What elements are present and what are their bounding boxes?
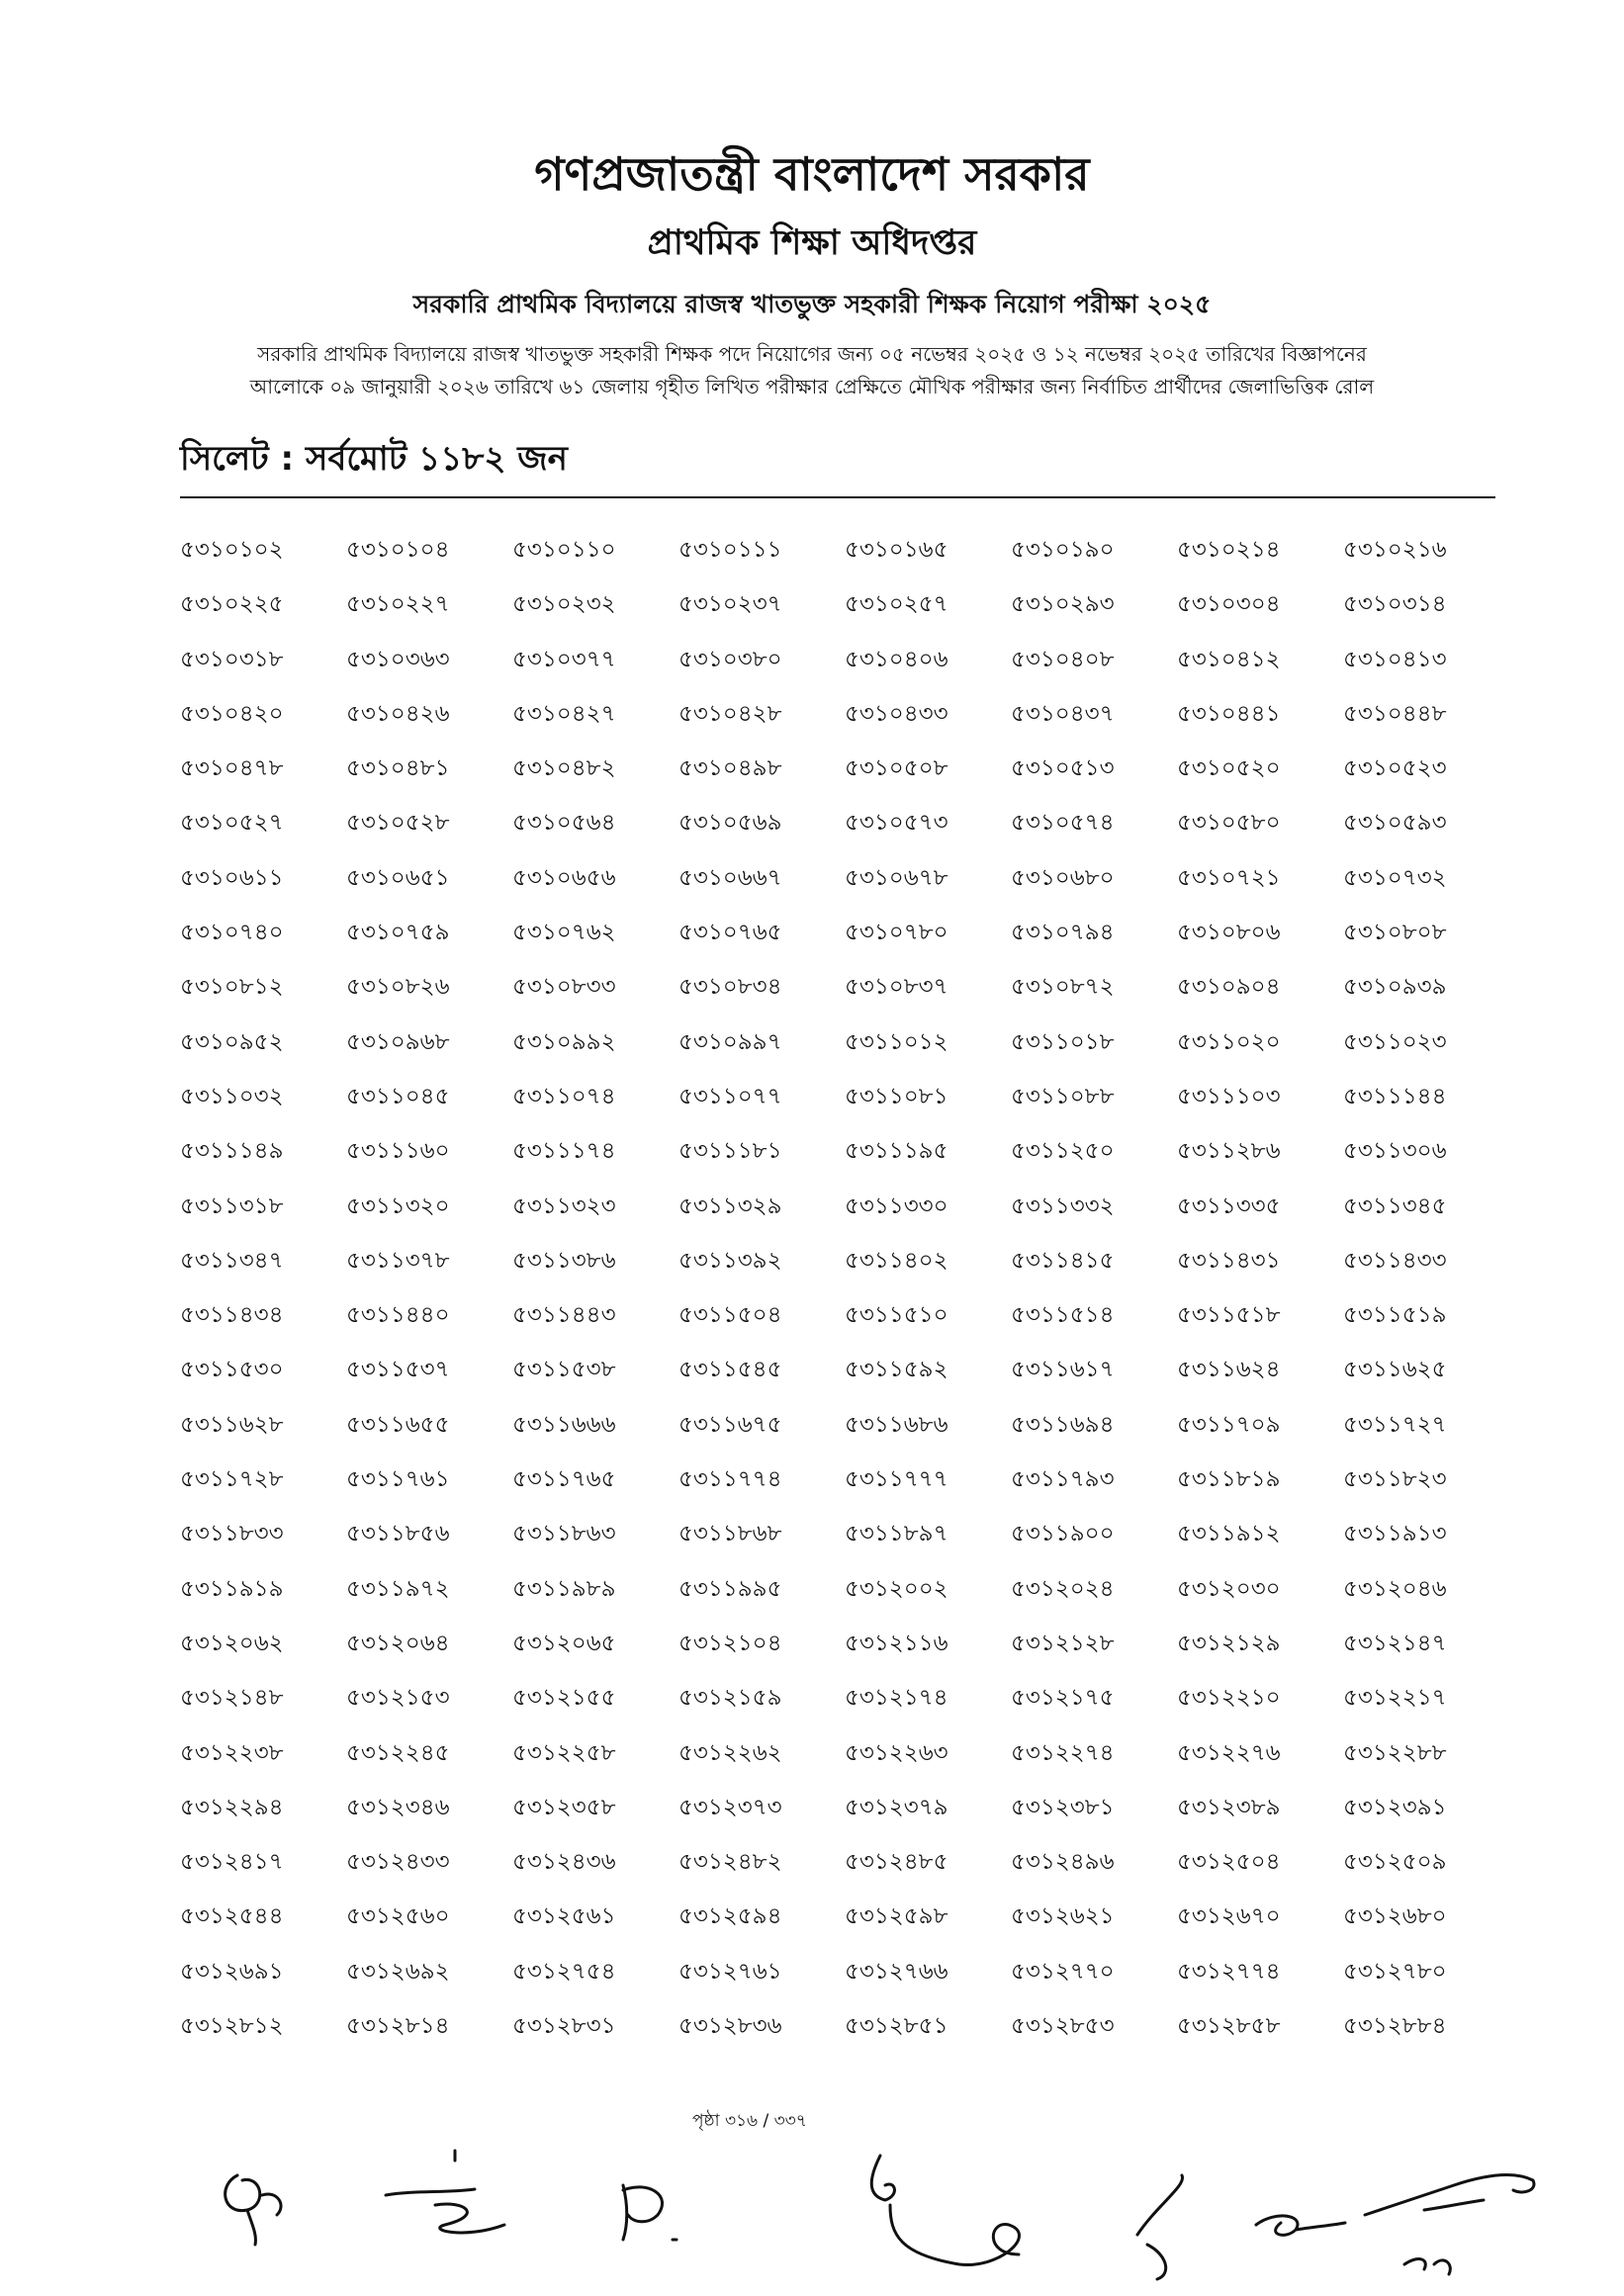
roll-number: ৫৩১২৬২১ — [1011, 1903, 1115, 1930]
roll-number: ৫৩১০৪৭৮ — [180, 755, 284, 782]
roll-number: ৫৩১০১১১ — [678, 537, 782, 563]
roll-number: ৫৩১২১১৬ — [845, 1630, 948, 1656]
roll-number: ৫৩১০৮০৬ — [1177, 920, 1281, 946]
roll-number: ৫৩১০৬১১ — [180, 864, 284, 891]
roll-number: ৫৩১০৫১৩ — [1011, 755, 1115, 782]
roll-number: ৫৩১০২১৪ — [1177, 537, 1281, 563]
roll-number: ৫৩১০৫৭৪ — [1011, 810, 1115, 837]
roll-number: ৫৩১০৪৮১ — [346, 755, 450, 782]
signature-3 — [623, 2185, 677, 2240]
signature-2 — [386, 2151, 504, 2233]
roll-number: ৫৩১২৩৪৬ — [346, 1794, 450, 1820]
roll-number: ৫৩১১০৪৫ — [346, 1083, 450, 1109]
roll-number: ৫৩১১৫১৯ — [1343, 1302, 1447, 1329]
roll-number: ৫৩১০৮১২ — [180, 974, 284, 1001]
roll-number: ৫৩১০২৩৭ — [678, 591, 782, 618]
roll-number: ৫৩১২০৪৬ — [1343, 1575, 1447, 1602]
roll-number: ৫৩১০৫৯৩ — [1343, 810, 1447, 837]
roll-number: ৫৩১১৬২৮ — [180, 1411, 284, 1438]
roll-number: ৫৩১০৩০৪ — [1177, 591, 1281, 618]
roll-number: ৫৩১১৭৭৭ — [845, 1466, 948, 1493]
roll-number: ৫৩১০৯৬৮ — [346, 1028, 450, 1055]
roll-number: ৫৩১০৪৩৩ — [845, 700, 948, 727]
roll-number: ৫৩১০৩৭৭ — [512, 646, 616, 672]
roll-number: ৫৩১২৪৮৫ — [845, 1849, 948, 1876]
roll-number: ৫৩১২১৫৯ — [678, 1685, 782, 1712]
roll-number: ৫৩১২৩৫৮ — [512, 1794, 616, 1820]
roll-number: ৫৩১১৩৩০ — [845, 1192, 948, 1219]
roll-number: ৫৩১২৭৬৬ — [845, 1958, 948, 1985]
roll-number: ৫৩১০৫৮০ — [1177, 810, 1281, 837]
roll-number: ৫৩১১৯১২ — [1177, 1521, 1281, 1547]
roll-number: ৫৩১০৪৪১ — [1177, 700, 1281, 727]
roll-number: ৫৩১০২২৭ — [346, 591, 450, 618]
roll-number: ৫৩১২১৫৩ — [346, 1685, 450, 1712]
roll-number: ৫৩১০৩৬৩ — [346, 646, 450, 672]
roll-number: ৫৩১০৭৯৪ — [1011, 920, 1115, 946]
roll-number: ৫৩১১১৬০ — [346, 1138, 450, 1165]
roll-number: ৫৩১১৭৬৫ — [512, 1466, 616, 1493]
signature-5 — [1137, 2175, 1183, 2279]
roll-number: ৫৩১১৩৮৬ — [512, 1247, 616, 1274]
roll-number: ৫৩১১৫৩৭ — [346, 1357, 450, 1383]
roll-number: ৫৩১২২১৭ — [1343, 1685, 1447, 1712]
roll-number: ৫৩১২২৬২ — [678, 1739, 782, 1766]
roll-number: ৫৩১১৮৯৭ — [845, 1521, 948, 1547]
roll-number: ৫৩১১৩৯২ — [678, 1247, 782, 1274]
roll-number: ৫৩১১৭২৭ — [1343, 1411, 1447, 1438]
signature-7 — [1365, 2175, 1534, 2274]
roll-number: ৫৩১১৩৩২ — [1011, 1192, 1115, 1219]
roll-number: ৫৩১০৫২৮ — [346, 810, 450, 837]
roll-number: ৫৩১১১৭৪ — [512, 1138, 616, 1165]
roll-number: ৫৩১২৪৩৩ — [346, 1849, 450, 1876]
roll-number: ৫৩১২৮৫১ — [845, 2013, 948, 2040]
roll-number: ৫৩১২২৫৮ — [512, 1739, 616, 1766]
roll-number: ৫৩১১১৪৪ — [1343, 1083, 1447, 1109]
roll-number: ৫৩১২১৫৫ — [512, 1685, 616, 1712]
signature-6 — [1256, 2216, 1345, 2235]
roll-number: ৫৩১২৪১৭ — [180, 1849, 284, 1876]
roll-number: ৫৩১২৪৮২ — [678, 1849, 782, 1876]
roll-number: ৫৩১১০৮৮ — [1011, 1083, 1115, 1109]
roll-number: ৫৩১১৩৪৫ — [1343, 1192, 1447, 1219]
roll-number: ৫৩১০৩৮০ — [678, 646, 782, 672]
roll-number: ৫৩১০৬৫৬ — [512, 864, 616, 891]
roll-number: ৫৩১০৯৯৭ — [678, 1028, 782, 1055]
roll-number: ৫৩১১০৭৭ — [678, 1083, 782, 1109]
roll-number: ৫৩১১৬৫৫ — [346, 1411, 450, 1438]
roll-number: ৫৩১২০৬৫ — [512, 1630, 616, 1656]
roll-number: ৫৩১২৫৬০ — [346, 1903, 450, 1930]
roll-number: ৫৩১২২৭৬ — [1177, 1739, 1281, 1766]
roll-number: ৫৩১০৯৫২ — [180, 1028, 284, 1055]
roll-number: ৫৩১২২৩৮ — [180, 1739, 284, 1766]
roll-number: ৫৩১০৭২১ — [1177, 864, 1281, 891]
roll-number: ৫৩১২৭৬১ — [678, 1958, 782, 1985]
roll-number: ৫৩১২৫৬১ — [512, 1903, 616, 1930]
notice-line-1: সরকারি প্রাথমিক বিদ্যালয়ে রাজস্ব খাতভুক্ত সহকারী শিক্ষক পদে নিয়োগের জন্য ০৫ নভেম্বর ২০২৫ ও ১২ নভেম্বর ২০২৫ তারিখের বিজ্ঞাপনের — [257, 342, 1367, 366]
roll-number: ৫৩১০৭৬৫ — [678, 920, 782, 946]
roll-number: ৫৩১১০৭৪ — [512, 1083, 616, 1109]
roll-number: ৫৩১০৮৭২ — [1011, 974, 1115, 1001]
roll-number: ৫৩১১৩৩৫ — [1177, 1192, 1281, 1219]
roll-number: ৫৩১০৮২৬ — [346, 974, 450, 1001]
roll-number: ৫৩১০৩১৪ — [1343, 591, 1447, 618]
roll-number: ৫৩১১৪০২ — [845, 1247, 948, 1274]
roll-number: ৫৩১০২১৬ — [1343, 537, 1447, 563]
roll-number: ৫৩১২৪৩৬ — [512, 1849, 616, 1876]
roll-number: ৫৩১২৭৭০ — [1011, 1958, 1115, 1985]
roll-number: ৫৩১১৫৯২ — [845, 1357, 948, 1383]
roll-number: ৫৩১০৮৩৩ — [512, 974, 616, 1001]
roll-number: ৫৩১০৬৬৭ — [678, 864, 782, 891]
roll-number: ৫৩১২১০৪ — [678, 1630, 782, 1656]
roll-number: ৫৩১০৪২৮ — [678, 700, 782, 727]
roll-number: ৫৩১২৪৯৬ — [1011, 1849, 1115, 1876]
roll-number: ৫৩১২২৮৮ — [1343, 1739, 1447, 1766]
roll-number: ৫৩১০৪০৬ — [845, 646, 948, 672]
roll-number: ৫৩১১০২৩ — [1343, 1028, 1447, 1055]
roll-number: ৫৩১১৩৪৭ — [180, 1247, 284, 1274]
roll-number: ৫৩১১০২০ — [1177, 1028, 1281, 1055]
roll-number: ৫৩১১৫১৮ — [1177, 1302, 1281, 1329]
roll-number: ৫৩১১০১৮ — [1011, 1028, 1115, 1055]
roll-number: ৫৩১২৩৭৩ — [678, 1794, 782, 1820]
roll-number: ৫৩১১০৩২ — [180, 1083, 284, 1109]
roll-number: ৫৩১০৬৮০ — [1011, 864, 1115, 891]
roll-number: ৫৩১০৪২০ — [180, 700, 284, 727]
roll-number: ৫৩১০৫২০ — [1177, 755, 1281, 782]
roll-number: ৫৩১১৮৬৮ — [678, 1521, 782, 1547]
roll-number: ৫৩১২৭৫৪ — [512, 1958, 616, 1985]
roll-number: ৫৩১২৫৯৪ — [678, 1903, 782, 1930]
roll-number: ৫৩১২৭৮০ — [1343, 1958, 1447, 1985]
roll-number: ৫৩১২৫০৯ — [1343, 1849, 1447, 1876]
roll-number: ৫৩১২২৪৫ — [346, 1739, 450, 1766]
roll-number: ৫৩১০১৯০ — [1011, 537, 1115, 563]
roll-number: ৫৩১১৯৭২ — [346, 1575, 450, 1602]
roll-number: ৫৩১১৭৯৩ — [1011, 1466, 1115, 1493]
roll-number: ৫৩১১৫৪৫ — [678, 1357, 782, 1383]
notice-text — [148, 338, 1476, 403]
roll-number: ৫৩১১৮২৩ — [1343, 1466, 1447, 1493]
roll-number: ৫৩১০৫২৩ — [1343, 755, 1447, 782]
roll-number: ৫৩১০৪৩৭ — [1011, 700, 1115, 727]
heading-divider — [180, 496, 1495, 498]
roll-number: ৫৩১২৬৮০ — [1343, 1903, 1447, 1930]
roll-number: ৫৩১১৪১৫ — [1011, 1247, 1115, 1274]
roll-number: ৫৩১০৩১৮ — [180, 646, 284, 672]
roll-number: ৫৩১১১০৩ — [1177, 1083, 1281, 1109]
signature-1 — [226, 2175, 281, 2245]
roll-number: ৫৩১২২৯৪ — [180, 1794, 284, 1820]
roll-number: ৫৩১২১২৮ — [1011, 1630, 1115, 1656]
roll-number: ৫৩১০৯৩৯ — [1343, 974, 1447, 1001]
roll-number: ৫৩১২৮৩১ — [512, 2013, 616, 2040]
roll-number: ৫৩১২২৬৩ — [845, 1739, 948, 1766]
district-heading: সিলেট : সর্বমোট ১১৮২ জন — [180, 439, 568, 479]
page-number: পৃষ্ঠা ৩১৬ / ৩৩৭ — [692, 2111, 807, 2131]
roll-number: ৫৩১১২৮৬ — [1177, 1138, 1281, 1165]
roll-number: ৫৩১০৫৬৪ — [512, 810, 616, 837]
roll-number: ৫৩১২০৩০ — [1177, 1575, 1281, 1602]
roll-number: ৫৩১২১৪৭ — [1343, 1630, 1447, 1656]
roll-number: ৫৩১১৮১৯ — [1177, 1466, 1281, 1493]
roll-number: ৫৩১১৩১৮ — [180, 1192, 284, 1219]
roll-number: ৫৩১১৩২০ — [346, 1192, 450, 1219]
roll-number: ৫৩১০৭৪০ — [180, 920, 284, 946]
roll-number: ৫৩১১৫৩৮ — [512, 1357, 616, 1383]
roll-number: ৫৩১১০১২ — [845, 1028, 948, 1055]
roll-number: ৫৩১১৫১৪ — [1011, 1302, 1115, 1329]
roll-number: ৫৩১১৬২৫ — [1343, 1357, 1447, 1383]
roll-number: ৫৩১২৩৭৯ — [845, 1794, 948, 1820]
roll-number: ৫৩১০২৫৭ — [845, 591, 948, 618]
roll-number: ৫৩১০৯০৪ — [1177, 974, 1281, 1001]
roll-number: ৫৩১২৮৩৬ — [678, 2013, 782, 2040]
roll-number: ৫৩১১৭২৮ — [180, 1466, 284, 1493]
roll-number: ৫৩১১০৮১ — [845, 1083, 948, 1109]
roll-number: ৫৩১১৬১৭ — [1011, 1357, 1115, 1383]
roll-number: ৫৩১১৯৯৫ — [678, 1575, 782, 1602]
roll-number: ৫৩১১৬৬৬ — [512, 1411, 616, 1438]
roll-number: ৫৩১২৫৯৮ — [845, 1903, 948, 1930]
notice-line-2: আলোকে ০৯ জানুয়ারী ২০২৬ তারিখে ৬১ জেলায় গৃহীত লিখিত পরীক্ষার প্রেক্ষিতে মৌখিক পরীক্ষার জন্য নির্বাচিত প্রার্থীদের জেলাভিত্তিক রোল — [249, 375, 1375, 398]
roll-number: ৫৩১০৮০৮ — [1343, 920, 1447, 946]
roll-number: ৫৩১২৮৫৮ — [1177, 2013, 1281, 2040]
roll-number: ৫৩১২৬৯১ — [180, 1958, 284, 1985]
roll-number: ৫৩১১৬৭৫ — [678, 1411, 782, 1438]
roll-number: ৫৩১০১০২ — [180, 537, 284, 563]
roll-number: ৫৩১২০০২ — [845, 1575, 948, 1602]
roll-number: ৫৩১১৩২৯ — [678, 1192, 782, 1219]
roll-number: ৫৩১০১১০ — [512, 537, 616, 563]
roll-number: ৫৩১২০৬২ — [180, 1630, 284, 1656]
roll-number: ৫৩১২৩৮৯ — [1177, 1794, 1281, 1820]
roll-number: ৫৩১১১৯৫ — [845, 1138, 948, 1165]
roll-number: ৫৩১২১৪৮ — [180, 1685, 284, 1712]
roll-number: ৫৩১১৪৩৩ — [1343, 1247, 1447, 1274]
roll-number: ৫৩১২১৭৫ — [1011, 1685, 1115, 1712]
roll-number: ৫৩১১৩২৩ — [512, 1192, 616, 1219]
roll-number: ৫৩১০২৯৩ — [1011, 591, 1115, 618]
roll-number: ৫৩১০৫৭৩ — [845, 810, 948, 837]
roll-number: ৫৩১২৬৯২ — [346, 1958, 450, 1985]
roll-number: ৫৩১১৯১৩ — [1343, 1521, 1447, 1547]
roll-number: ৫৩১১৪৩৪ — [180, 1302, 284, 1329]
directorate-title: প্রাথমিক শিক্ষা অধিদপ্তর — [647, 223, 977, 263]
roll-number: ৫৩১০১০৪ — [346, 537, 450, 563]
roll-number: ৫৩১০৪১২ — [1177, 646, 1281, 672]
roll-number: ৫৩১০৪৪৮ — [1343, 700, 1447, 727]
roll-number: ৫৩১১৮৫৬ — [346, 1521, 450, 1547]
roll-number: ৫৩১২৮৫৩ — [1011, 2013, 1115, 2040]
roll-number: ৫৩১১৫১০ — [845, 1302, 948, 1329]
roll-number: ৫৩১১৩৭৮ — [346, 1247, 450, 1274]
roll-number: ৫৩১২১২৯ — [1177, 1630, 1281, 1656]
roll-number: ৫৩১১৭০৯ — [1177, 1411, 1281, 1438]
roll-number: ৫৩১২৬৭০ — [1177, 1903, 1281, 1930]
roll-number: ৫৩১০৭৫৯ — [346, 920, 450, 946]
roll-number: ৫৩১১৮৩৩ — [180, 1521, 284, 1547]
roll-number: ৫৩১২০২৪ — [1011, 1575, 1115, 1602]
roll-number: ৫৩১২২৭৪ — [1011, 1739, 1115, 1766]
signatures — [208, 2116, 1592, 2284]
roll-number: ৫৩১০৪২৭ — [512, 700, 616, 727]
roll-number: ৫৩১০৬৭৮ — [845, 864, 948, 891]
roll-number: ৫৩১১৬৮৬ — [845, 1411, 948, 1438]
roll-number: ৫৩১০৬৫১ — [346, 864, 450, 891]
roll-number: ৫৩১২২১০ — [1177, 1685, 1281, 1712]
roll-number: ৫৩১১১৮১ — [678, 1138, 782, 1165]
roll-number: ৫৩১১৬২৪ — [1177, 1357, 1281, 1383]
exam-title: সরকারি প্রাথমিক বিদ্যালয়ে রাজস্ব খাতভুক্ত সহকারী শিক্ষক নিয়োগ পরীক্ষা ২০২৫ — [412, 290, 1212, 318]
roll-number: ৫৩১০২৩২ — [512, 591, 616, 618]
roll-number: ৫৩১১৫৩০ — [180, 1357, 284, 1383]
roll-number: ৫৩১০৪২৬ — [346, 700, 450, 727]
roll-number-grid — [180, 535, 1495, 2066]
roll-number: ৫৩১০৪৯৮ — [678, 755, 782, 782]
roll-number: ৫৩১০৫২৭ — [180, 810, 284, 837]
roll-number: ৫৩১০৮৩৪ — [678, 974, 782, 1001]
roll-number: ৫৩১০৪৮২ — [512, 755, 616, 782]
roll-number: ৫৩১০৫০৮ — [845, 755, 948, 782]
roll-number: ৫৩১১৭৭৪ — [678, 1466, 782, 1493]
roll-number: ৫৩১২৮৮৪ — [1343, 2013, 1447, 2040]
roll-number: ৫৩১০২২৫ — [180, 591, 284, 618]
roll-number: ৫৩১২১৭৪ — [845, 1685, 948, 1712]
roll-number: ৫৩১২০৬৪ — [346, 1630, 450, 1656]
roll-number: ৫৩১২৫০৪ — [1177, 1849, 1281, 1876]
roll-number: ৫৩১২৭৭৪ — [1177, 1958, 1281, 1985]
signature-4 — [871, 2156, 1019, 2264]
roll-number: ৫৩১২৫৪৪ — [180, 1903, 284, 1930]
roll-number: ৫৩১১৯১৯ — [180, 1575, 284, 1602]
roll-number: ৫৩১০৫৬৯ — [678, 810, 782, 837]
roll-number: ৫৩১২৮১২ — [180, 2013, 284, 2040]
roll-number: ৫৩১২৩৯১ — [1343, 1794, 1447, 1820]
roll-number: ৫৩১১৪৩১ — [1177, 1247, 1281, 1274]
roll-number: ৫৩১১৪৪০ — [346, 1302, 450, 1329]
roll-number: ৫৩১১৩০৬ — [1343, 1138, 1447, 1165]
roll-number: ৫৩১০৭৬২ — [512, 920, 616, 946]
roll-number: ৫৩১২৮১৪ — [346, 2013, 450, 2040]
roll-number: ৫৩১০৭৩২ — [1343, 864, 1447, 891]
roll-number: ৫৩১২৩৮১ — [1011, 1794, 1115, 1820]
roll-number: ৫৩১১৯৮৯ — [512, 1575, 616, 1602]
roll-number: ৫৩১০৭৮০ — [845, 920, 948, 946]
roll-number: ৫৩১১৫০৪ — [678, 1302, 782, 1329]
roll-number: ৫৩১১৭৬১ — [346, 1466, 450, 1493]
roll-number: ৫৩১০১৬৫ — [845, 537, 948, 563]
roll-number: ৫৩১১২৫০ — [1011, 1138, 1115, 1165]
roll-number: ৫৩১১৮৬৩ — [512, 1521, 616, 1547]
roll-number: ৫৩১১৪৪৩ — [512, 1302, 616, 1329]
roll-number: ৫৩১১১৪৯ — [180, 1138, 284, 1165]
roll-number: ৫৩১১৬৯৪ — [1011, 1411, 1115, 1438]
roll-number: ৫৩১০৮৩৭ — [845, 974, 948, 1001]
roll-number: ৫৩১০৯৯২ — [512, 1028, 616, 1055]
roll-number: ৫৩১০৪০৮ — [1011, 646, 1115, 672]
government-title: গণপ্রজাতন্ত্রী বাংলাদেশ সরকার — [534, 147, 1090, 201]
roll-number: ৫৩১১৯০০ — [1011, 1521, 1115, 1547]
roll-number: ৫৩১০৪১৩ — [1343, 646, 1447, 672]
